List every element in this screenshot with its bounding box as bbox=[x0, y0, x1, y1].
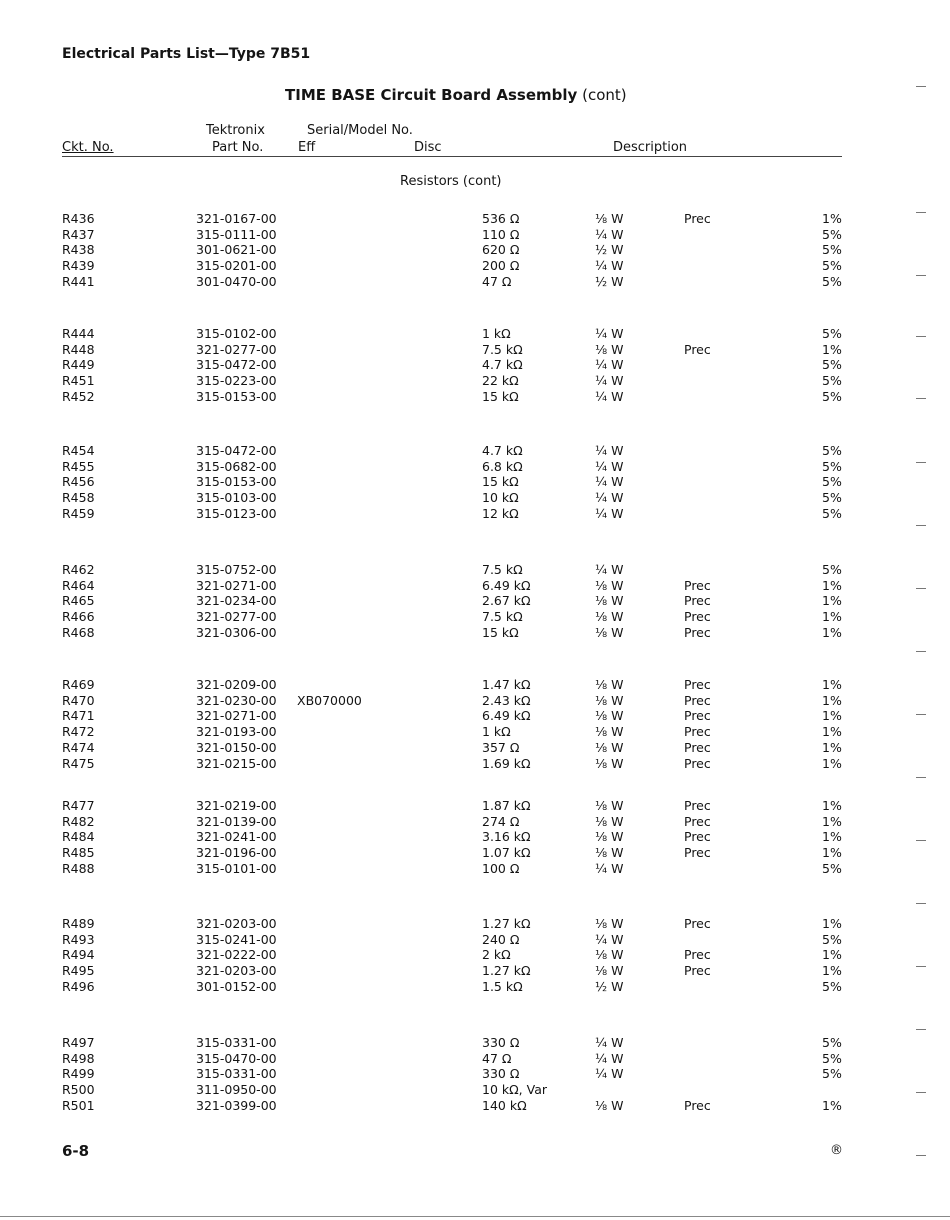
margin-tick bbox=[916, 462, 926, 463]
col-header-eff: Eff bbox=[298, 140, 316, 155]
cell-val: 1.07 kΩ bbox=[482, 845, 531, 861]
cell-val: 3.16 kΩ bbox=[482, 829, 531, 845]
margin-tick bbox=[916, 588, 926, 589]
col-header-part-no: Part No. bbox=[212, 140, 264, 155]
cell-tol: 5% bbox=[822, 357, 842, 373]
table-row bbox=[0, 1051, 950, 1067]
cell-watt: ¼ W bbox=[595, 258, 624, 274]
cell-ckt: R500 bbox=[62, 1082, 95, 1098]
cell-watt: ⅛ W bbox=[595, 677, 624, 692]
cell-ckt: R495 bbox=[62, 963, 95, 979]
cell-ckt: R470 bbox=[62, 692, 95, 708]
cell-part: 321-0150-00 bbox=[196, 739, 277, 755]
cell-ckt: R471 bbox=[62, 708, 95, 724]
cell-tol: 1% bbox=[822, 813, 842, 829]
header-rule bbox=[62, 156, 842, 157]
cell-part: 315-0101-00 bbox=[196, 860, 277, 876]
table-row bbox=[0, 756, 950, 772]
cell-ckt: R465 bbox=[62, 593, 95, 609]
cell-part: 315-0682-00 bbox=[196, 458, 277, 474]
table-row bbox=[0, 814, 950, 830]
cell-tol: 5% bbox=[822, 388, 842, 404]
cell-tol: 5% bbox=[822, 373, 842, 389]
margin-tick bbox=[916, 398, 926, 399]
cell-ckt: R497 bbox=[62, 1035, 95, 1050]
cell-val: 200 Ω bbox=[482, 258, 520, 274]
cell-ckt: R499 bbox=[62, 1066, 95, 1082]
col-header-ckt-no: Ckt. No. bbox=[62, 140, 114, 155]
cell-ckt: R436 bbox=[62, 211, 95, 226]
cell-part: 315-0123-00 bbox=[196, 505, 277, 521]
cell-tol: 1% bbox=[822, 963, 842, 979]
cell-val: 330 Ω bbox=[482, 1035, 520, 1050]
cell-part: 315-0472-00 bbox=[196, 357, 277, 373]
cell-watt: ⅛ W bbox=[595, 845, 624, 861]
col-header-tektronix: Tektronix bbox=[206, 123, 265, 138]
cell-watt: ⅛ W bbox=[595, 609, 624, 625]
cell-val: 1 kΩ bbox=[482, 326, 511, 341]
title-suffix: (cont) bbox=[582, 86, 627, 104]
cell-tol: 5% bbox=[822, 562, 842, 577]
cell-part: 315-0223-00 bbox=[196, 373, 277, 389]
cell-type: Prec bbox=[684, 624, 711, 640]
margin-tick bbox=[916, 525, 926, 526]
table-row bbox=[0, 609, 950, 625]
cell-tol: 1% bbox=[822, 798, 842, 813]
registered-mark-icon: ® bbox=[830, 1143, 843, 1158]
margin-tick bbox=[916, 1029, 926, 1030]
cell-tol: 1% bbox=[822, 724, 842, 740]
cell-tol: 5% bbox=[822, 505, 842, 521]
cell-type: Prec bbox=[684, 813, 711, 829]
cell-tol: 1% bbox=[822, 577, 842, 593]
table-row bbox=[0, 798, 950, 814]
table-row bbox=[0, 274, 950, 290]
cell-ckt: R488 bbox=[62, 860, 95, 876]
cell-tol: 5% bbox=[822, 443, 842, 458]
table-row bbox=[0, 916, 950, 932]
cell-type: Prec bbox=[684, 845, 711, 861]
table-row bbox=[0, 578, 950, 594]
cell-ckt: R444 bbox=[62, 326, 95, 341]
cell-tol: 5% bbox=[822, 978, 842, 994]
cell-ckt: R452 bbox=[62, 388, 95, 404]
margin-tick bbox=[916, 1092, 926, 1093]
cell-ckt: R451 bbox=[62, 373, 95, 389]
cell-watt: ⅛ W bbox=[595, 341, 624, 357]
cell-val: 10 kΩ, Var bbox=[482, 1082, 547, 1098]
cell-tol: 5% bbox=[822, 258, 842, 274]
table-row bbox=[0, 593, 950, 609]
cell-watt: ⅛ W bbox=[595, 577, 624, 593]
cell-val: 4.7 kΩ bbox=[482, 357, 523, 373]
cell-tol: 1% bbox=[822, 609, 842, 625]
cell-part: 315-0470-00 bbox=[196, 1050, 277, 1066]
table-row bbox=[0, 963, 950, 979]
cell-tol: 1% bbox=[822, 677, 842, 692]
cell-ckt: R474 bbox=[62, 739, 95, 755]
cell-tol: 1% bbox=[822, 829, 842, 845]
cell-type: Prec bbox=[684, 739, 711, 755]
table-row bbox=[0, 1066, 950, 1082]
cell-val: 6.8 kΩ bbox=[482, 458, 523, 474]
cell-watt: ¼ W bbox=[595, 1035, 624, 1050]
cell-tol: 1% bbox=[822, 755, 842, 771]
cell-eff: XB070000 bbox=[297, 692, 362, 708]
table-row bbox=[0, 242, 950, 258]
cell-ckt: R462 bbox=[62, 562, 95, 577]
cell-val: 620 Ω bbox=[482, 242, 520, 258]
table-row bbox=[0, 1098, 950, 1114]
cell-watt: ⅛ W bbox=[595, 1097, 624, 1113]
table-row bbox=[0, 326, 950, 342]
table-row bbox=[0, 227, 950, 243]
cell-part: 321-0241-00 bbox=[196, 829, 277, 845]
cell-part: 321-0196-00 bbox=[196, 845, 277, 861]
cell-val: 22 kΩ bbox=[482, 373, 519, 389]
cell-val: 1 kΩ bbox=[482, 724, 511, 740]
cell-tol: 1% bbox=[822, 624, 842, 640]
cell-part: 315-0102-00 bbox=[196, 326, 277, 341]
cell-part: 311-0950-00 bbox=[196, 1082, 277, 1098]
cell-type: Prec bbox=[684, 593, 711, 609]
cell-val: 274 Ω bbox=[482, 813, 520, 829]
cell-ckt: R501 bbox=[62, 1097, 95, 1113]
cell-part: 321-0271-00 bbox=[196, 577, 277, 593]
table-row bbox=[0, 979, 950, 995]
cell-watt: ⅛ W bbox=[595, 916, 624, 931]
cell-part: 321-0230-00 bbox=[196, 692, 277, 708]
table-row bbox=[0, 389, 950, 405]
cell-ckt: R458 bbox=[62, 490, 95, 506]
cell-part: 301-0470-00 bbox=[196, 273, 277, 289]
cell-ckt: R456 bbox=[62, 474, 95, 490]
cell-val: 1.69 kΩ bbox=[482, 755, 531, 771]
cell-part: 321-0215-00 bbox=[196, 755, 277, 771]
cell-ckt: R468 bbox=[62, 624, 95, 640]
cell-val: 47 Ω bbox=[482, 1050, 512, 1066]
cell-watt: ⅛ W bbox=[595, 755, 624, 771]
cell-tol: 1% bbox=[822, 341, 842, 357]
cell-part: 321-0222-00 bbox=[196, 947, 277, 963]
cell-tol: 5% bbox=[822, 474, 842, 490]
cell-tol: 5% bbox=[822, 1066, 842, 1082]
cell-watt: ⅛ W bbox=[595, 813, 624, 829]
cell-val: 7.5 kΩ bbox=[482, 609, 523, 625]
cell-type: Prec bbox=[684, 577, 711, 593]
cell-ckt: R485 bbox=[62, 845, 95, 861]
table-row bbox=[0, 932, 950, 948]
cell-val: 1.27 kΩ bbox=[482, 916, 531, 931]
cell-watt: ½ W bbox=[595, 978, 624, 994]
cell-ckt: R472 bbox=[62, 724, 95, 740]
cell-part: 315-0331-00 bbox=[196, 1066, 277, 1082]
cell-val: 536 Ω bbox=[482, 211, 520, 226]
cell-part: 321-0193-00 bbox=[196, 724, 277, 740]
cell-type: Prec bbox=[684, 798, 711, 813]
cell-part: 321-0203-00 bbox=[196, 963, 277, 979]
cell-val: 7.5 kΩ bbox=[482, 562, 523, 577]
cell-type: Prec bbox=[684, 1097, 711, 1113]
cell-part: 315-0111-00 bbox=[196, 226, 277, 242]
cell-part: 315-0241-00 bbox=[196, 931, 277, 947]
document-header: Electrical Parts List—Type 7B51 bbox=[62, 46, 311, 62]
cell-watt: ⅛ W bbox=[595, 947, 624, 963]
cell-watt: ¼ W bbox=[595, 357, 624, 373]
margin-tick bbox=[916, 212, 926, 213]
table-row bbox=[0, 443, 950, 459]
cell-watt: ⅛ W bbox=[595, 708, 624, 724]
cell-tol: 1% bbox=[822, 708, 842, 724]
cell-watt: ⅛ W bbox=[595, 211, 624, 226]
margin-tick bbox=[916, 86, 926, 87]
cell-watt: ¼ W bbox=[595, 562, 624, 577]
cell-watt: ¼ W bbox=[595, 1066, 624, 1082]
cell-tol: 5% bbox=[822, 860, 842, 876]
cell-part: 321-0203-00 bbox=[196, 916, 277, 931]
margin-tick bbox=[916, 966, 926, 967]
cell-val: 7.5 kΩ bbox=[482, 341, 523, 357]
table-row bbox=[0, 459, 950, 475]
cell-val: 15 kΩ bbox=[482, 474, 519, 490]
cell-tol: 1% bbox=[822, 739, 842, 755]
page-title bbox=[285, 86, 627, 104]
table-row bbox=[0, 1035, 950, 1051]
table-row bbox=[0, 693, 950, 709]
margin-tick bbox=[916, 777, 926, 778]
cell-part: 315-0201-00 bbox=[196, 258, 277, 274]
cell-tol: 1% bbox=[822, 211, 842, 226]
cell-val: 15 kΩ bbox=[482, 388, 519, 404]
cell-type: Prec bbox=[684, 829, 711, 845]
table-row bbox=[0, 724, 950, 740]
cell-tol: 5% bbox=[822, 273, 842, 289]
cell-part: 321-0399-00 bbox=[196, 1097, 277, 1113]
cell-val: 2 kΩ bbox=[482, 947, 511, 963]
cell-ckt: R477 bbox=[62, 798, 95, 813]
cell-type: Prec bbox=[684, 724, 711, 740]
cell-val: 1.47 kΩ bbox=[482, 677, 531, 692]
table-row bbox=[0, 258, 950, 274]
cell-ckt: R439 bbox=[62, 258, 95, 274]
cell-ckt: R469 bbox=[62, 677, 95, 692]
cell-ckt: R437 bbox=[62, 226, 95, 242]
cell-tol: 1% bbox=[822, 916, 842, 931]
cell-type: Prec bbox=[684, 677, 711, 692]
cell-val: 2.67 kΩ bbox=[482, 593, 531, 609]
cell-part: 321-0209-00 bbox=[196, 677, 277, 692]
cell-tol: 5% bbox=[822, 1035, 842, 1050]
col-header-description: Description bbox=[613, 140, 688, 155]
cell-type: Prec bbox=[684, 341, 711, 357]
page-number: 6-8 bbox=[62, 1142, 90, 1160]
title-main: TIME BASE Circuit Board Assembly bbox=[285, 86, 578, 104]
cell-type: Prec bbox=[684, 963, 711, 979]
margin-tick bbox=[916, 651, 926, 652]
margin-tick bbox=[916, 275, 926, 276]
cell-part: 321-0234-00 bbox=[196, 593, 277, 609]
cell-type: Prec bbox=[684, 692, 711, 708]
table-row bbox=[0, 677, 950, 693]
cell-part: 321-0219-00 bbox=[196, 798, 277, 813]
cell-tol: 1% bbox=[822, 692, 842, 708]
cell-watt: ¼ W bbox=[595, 474, 624, 490]
cell-part: 321-0139-00 bbox=[196, 813, 277, 829]
cell-type: Prec bbox=[684, 708, 711, 724]
cell-tol: 1% bbox=[822, 845, 842, 861]
cell-watt: ¼ W bbox=[595, 443, 624, 458]
cell-type: Prec bbox=[684, 609, 711, 625]
table-row bbox=[0, 490, 950, 506]
cell-val: 140 kΩ bbox=[482, 1097, 527, 1113]
cell-watt: ⅛ W bbox=[595, 624, 624, 640]
cell-part: 321-0277-00 bbox=[196, 609, 277, 625]
margin-tick bbox=[916, 1155, 926, 1156]
cell-watt: ¼ W bbox=[595, 226, 624, 242]
cell-watt: ½ W bbox=[595, 273, 624, 289]
cell-watt: ⅛ W bbox=[595, 963, 624, 979]
cell-part: 315-0153-00 bbox=[196, 474, 277, 490]
cell-val: 12 kΩ bbox=[482, 505, 519, 521]
cell-val: 100 Ω bbox=[482, 860, 520, 876]
cell-val: 110 Ω bbox=[482, 226, 520, 242]
cell-watt: ⅛ W bbox=[595, 798, 624, 813]
cell-val: 4.7 kΩ bbox=[482, 443, 523, 458]
cell-ckt: R459 bbox=[62, 505, 95, 521]
cell-watt: ¼ W bbox=[595, 1050, 624, 1066]
cell-tol: 1% bbox=[822, 947, 842, 963]
cell-val: 1.27 kΩ bbox=[482, 963, 531, 979]
cell-ckt: R454 bbox=[62, 443, 95, 458]
cell-val: 240 Ω bbox=[482, 931, 520, 947]
cell-part: 315-0153-00 bbox=[196, 388, 277, 404]
margin-tick bbox=[916, 903, 926, 904]
cell-watt: ⅛ W bbox=[595, 739, 624, 755]
table-row bbox=[0, 829, 950, 845]
table-row bbox=[0, 562, 950, 578]
table-row bbox=[0, 947, 950, 963]
cell-part: 315-0103-00 bbox=[196, 490, 277, 506]
cell-ckt: R464 bbox=[62, 577, 95, 593]
table-row bbox=[0, 845, 950, 861]
cell-val: 1.87 kΩ bbox=[482, 798, 531, 813]
table-row bbox=[0, 506, 950, 522]
cell-type: Prec bbox=[684, 916, 711, 931]
cell-watt: ½ W bbox=[595, 242, 624, 258]
cell-tol: 5% bbox=[822, 242, 842, 258]
margin-tick bbox=[916, 714, 926, 715]
table-row bbox=[0, 211, 950, 227]
cell-watt: ¼ W bbox=[595, 931, 624, 947]
cell-watt: ¼ W bbox=[595, 326, 624, 341]
cell-part: 321-0277-00 bbox=[196, 341, 277, 357]
cell-watt: ¼ W bbox=[595, 490, 624, 506]
cell-val: 1.5 kΩ bbox=[482, 978, 523, 994]
cell-val: 2.43 kΩ bbox=[482, 692, 531, 708]
cell-part: 315-0752-00 bbox=[196, 562, 277, 577]
cell-val: 6.49 kΩ bbox=[482, 577, 531, 593]
cell-val: 357 Ω bbox=[482, 739, 520, 755]
cell-ckt: R438 bbox=[62, 242, 95, 258]
cell-ckt: R441 bbox=[62, 273, 95, 289]
table-row bbox=[0, 708, 950, 724]
cell-part: 315-0331-00 bbox=[196, 1035, 277, 1050]
cell-type: Prec bbox=[684, 947, 711, 963]
table-row bbox=[0, 474, 950, 490]
table-row bbox=[0, 861, 950, 877]
cell-watt: ⅛ W bbox=[595, 829, 624, 845]
cell-tol: 5% bbox=[822, 931, 842, 947]
margin-tick bbox=[916, 840, 926, 841]
cell-ckt: R493 bbox=[62, 931, 95, 947]
cell-part: 321-0167-00 bbox=[196, 211, 277, 226]
cell-ckt: R498 bbox=[62, 1050, 95, 1066]
cell-val: 6.49 kΩ bbox=[482, 708, 531, 724]
cell-type: Prec bbox=[684, 755, 711, 771]
cell-part: 301-0152-00 bbox=[196, 978, 277, 994]
table-row bbox=[0, 357, 950, 373]
cell-ckt: R489 bbox=[62, 916, 95, 931]
cell-watt: ⅛ W bbox=[595, 593, 624, 609]
cell-tol: 1% bbox=[822, 1097, 842, 1113]
cell-ckt: R484 bbox=[62, 829, 95, 845]
col-header-serial: Serial/Model No. bbox=[307, 123, 413, 138]
cell-watt: ⅛ W bbox=[595, 692, 624, 708]
cell-watt: ¼ W bbox=[595, 860, 624, 876]
cell-val: 330 Ω bbox=[482, 1066, 520, 1082]
cell-watt: ⅛ W bbox=[595, 724, 624, 740]
col-header-disc: Disc bbox=[414, 140, 442, 155]
cell-val: 10 kΩ bbox=[482, 490, 519, 506]
cell-part: 301-0621-00 bbox=[196, 242, 277, 258]
cell-tol: 5% bbox=[822, 226, 842, 242]
cell-watt: ¼ W bbox=[595, 373, 624, 389]
cell-ckt: R449 bbox=[62, 357, 95, 373]
cell-part: 315-0472-00 bbox=[196, 443, 277, 458]
cell-ckt: R466 bbox=[62, 609, 95, 625]
cell-tol: 5% bbox=[822, 490, 842, 506]
cell-watt: ¼ W bbox=[595, 388, 624, 404]
section-title: Resistors (cont) bbox=[400, 174, 502, 189]
cell-ckt: R494 bbox=[62, 947, 95, 963]
margin-tick bbox=[916, 336, 926, 337]
cell-tol: 1% bbox=[822, 593, 842, 609]
bottom-rule bbox=[0, 1216, 950, 1217]
cell-tol: 5% bbox=[822, 458, 842, 474]
cell-ckt: R496 bbox=[62, 978, 95, 994]
cell-part: 321-0271-00 bbox=[196, 708, 277, 724]
cell-watt: ¼ W bbox=[595, 505, 624, 521]
cell-tol: 5% bbox=[822, 326, 842, 341]
cell-ckt: R482 bbox=[62, 813, 95, 829]
cell-type: Prec bbox=[684, 211, 711, 226]
cell-val: 15 kΩ bbox=[482, 624, 519, 640]
table-row bbox=[0, 373, 950, 389]
cell-ckt: R448 bbox=[62, 341, 95, 357]
table-row bbox=[0, 740, 950, 756]
cell-val: 47 Ω bbox=[482, 273, 512, 289]
cell-ckt: R475 bbox=[62, 755, 95, 771]
table-row bbox=[0, 1082, 950, 1098]
table-row bbox=[0, 342, 950, 358]
cell-watt: ¼ W bbox=[595, 458, 624, 474]
cell-tol: 5% bbox=[822, 1050, 842, 1066]
cell-part: 321-0306-00 bbox=[196, 624, 277, 640]
cell-ckt: R455 bbox=[62, 458, 95, 474]
table-row bbox=[0, 625, 950, 641]
